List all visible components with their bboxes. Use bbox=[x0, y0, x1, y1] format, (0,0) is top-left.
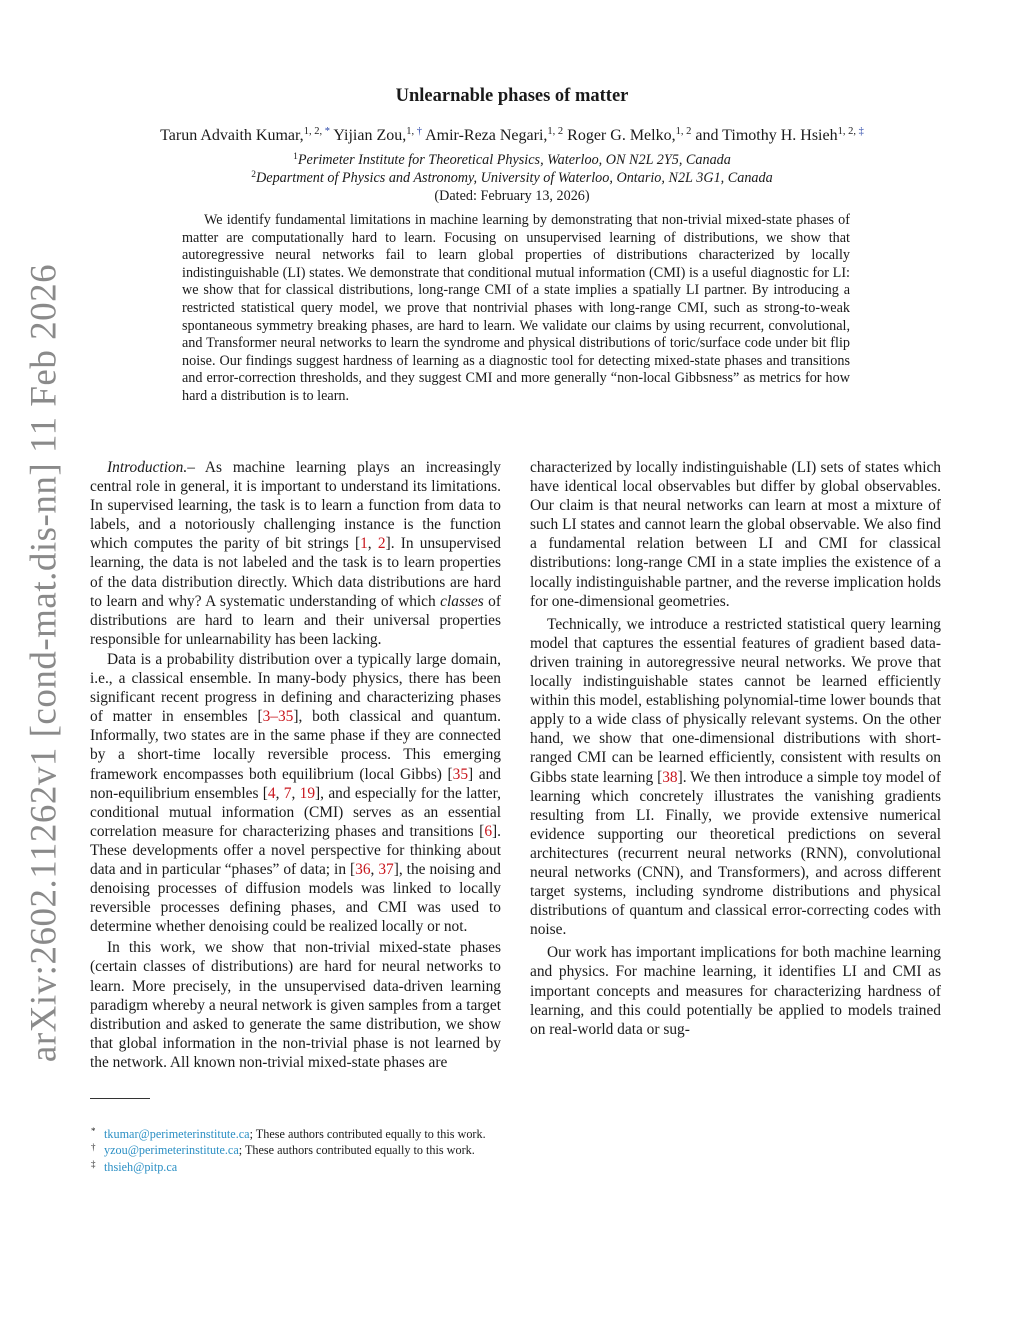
footnote-1: * tkumar@perimeterinstitute.ca; These authors contributed equally to this work. bbox=[91, 1126, 486, 1141]
arxiv-identifier-text: arXiv:2602.11262v1 [cond-mat.dis-nn] 11 Feb 2026 bbox=[23, 263, 65, 1063]
author-affil-marks: 1, 2 bbox=[547, 126, 564, 137]
paragraph-implications: Our work has important implications for both machine learning and physics. For machine learning, it identifies LI and CMI as important concepts and measures for characterizing hardness of learning, and this could potentially be applied to models trained on real-world data or sug- bbox=[530, 944, 941, 1038]
footnote-rule bbox=[90, 1098, 150, 1099]
citation-link[interactable]: 6 bbox=[484, 822, 493, 840]
citation-link[interactable]: 3–35 bbox=[262, 708, 294, 726]
email-link[interactable]: tkumar@perimeterinstitute.ca bbox=[104, 1127, 250, 1141]
affiliation-1: $^1$Perimeter Institute for Theoretical Physics, Waterloo, ON N2L 2Y5, Canada bbox=[293, 152, 731, 168]
author-name: Yijian Zou, bbox=[333, 127, 407, 144]
citation-link[interactable]: 37 bbox=[378, 860, 394, 878]
author-affil-marks: 1, 2, * bbox=[303, 126, 330, 137]
citation-link[interactable]: 19 bbox=[299, 784, 316, 802]
abstract bbox=[182, 212, 850, 406]
section-heading: Introduction.– bbox=[107, 459, 195, 476]
author-affil-marks: 1, 2 bbox=[675, 126, 692, 137]
author-name: Tarun Advaith Kumar, bbox=[160, 127, 304, 144]
author-affil-marks: 1, † bbox=[406, 126, 422, 137]
author-name: Amir-Reza Negari, bbox=[425, 127, 548, 144]
citation-link[interactable]: 1 bbox=[360, 535, 368, 553]
right-column bbox=[530, 458, 941, 1039]
author-affil-marks: 1, 2, ‡ bbox=[837, 126, 864, 137]
citation-link[interactable]: 7 bbox=[283, 784, 292, 802]
paragraph-technically: Technically, we introduce a restricted statistical query learning model that captures the essential features of gradient based data-driven training in autoregressive neural networks. We prove that locally indistinguishable states cannot be learned efficiently within this model, establishing polynomial-time lower bounds that apply to a wide class of physically relevant systems. On the other hand, we show that one-dimensional distributions with short-ranged CMI can be learned efficiently, consistent with results on Gibbs state learning [38]. We then introduce a simple toy model of learning which concretely illustrates the vanishing gradients resulting from LI. Finally, we provide extensive numerical evidence supporting our theoretical predictions on several architectures (recurrent neural networks (RNN), convolutional neural networks (CNN), and Transformers), and across different target systems, including syndrome distributions and physical distributions of quantum and classical error-correcting codes with noise. bbox=[530, 615, 941, 939]
footnotes bbox=[90, 1127, 501, 1176]
email-link[interactable]: yzou@perimeterinstitute.ca bbox=[104, 1143, 239, 1158]
affiliation-2: $^2$Department of Physics and Astronomy, University of Waterloo, Ontario, N2L 3G1, Canada bbox=[251, 170, 773, 186]
author-name: and Timothy H. Hsieh bbox=[695, 127, 838, 144]
email-link[interactable]: thsieh@pitp.ca bbox=[104, 1159, 178, 1174]
paper-title: Unlearnable phases of matter bbox=[395, 86, 629, 106]
footnote-2: † yzou@perimeterinstitute.ca; These authors contributed equally to this work. bbox=[91, 1142, 475, 1158]
paragraph-intro: Introduction.– As machine learning plays an increasingly central role in general, it is important to understand its limitations. In supervised learning, the task is to learn a function from data to labels, and a notoriously challenging instance is the function which computes the parity of bit strings [1, 2]. In unsupervised learning, the data is not labeled and the task is to learn properties of the data distribution directly. Which data distributions are hard to learn and why? A systematic understanding of which classes of distributions are hard to learn and their universal properties responsible for unlearnability has been lacking. bbox=[90, 459, 502, 648]
paragraph-data: Data is a probability distribution over a typically large domain, i.e., a classical ensemble. In many-body physics, there has been significant recent progress in defining and characterizing phases of matter in ensembles [3–35], both classical and quantum. Informally, two states are in the same phase if they are connected by a short-time locally reversible process. This emerging framework encompasses both equilibrium (local Gibbs) [35] and non-equilibrium ensembles [4, 7, 19], and especially for the latter, conditional mutual information (CMI) serves as an essential correlation measure for characterizing phases and transitions [6]. These developments offer a novel perspective for thinking about data and in particular “phases” of data; in [36, 37], the noising and denoising processes of diffusion models was linked to locally reversible processes defining phases, and CMI was used to determine whether denoising could be realized locally or not. bbox=[90, 650, 501, 936]
paragraph-this-work: In this work, we show that non-trivial mixed-state phases (certain classes of distributions) are hard for neural networks to learn. More precisely, in the unsupervised data-driven learning paradigm whereby a neural network is given samples from a target distribution and asked to generate the same distribution, we show that global information in the non-trivial phase is not learned by the network. All known non-trivial mixed-state phases are bbox=[90, 939, 501, 1071]
citation-link[interactable]: 35 bbox=[452, 765, 469, 783]
footnote-3: ‡ thsieh@pitp.ca bbox=[91, 1158, 178, 1174]
author-list bbox=[0, 127, 1024, 145]
author-name: Roger G. Melko, bbox=[567, 127, 676, 144]
citation-link[interactable]: 2 bbox=[377, 535, 386, 553]
left-column bbox=[90, 458, 501, 1072]
dated-line: (Dated: February 13, 2026) bbox=[434, 188, 590, 204]
citation-link[interactable]: 4 bbox=[267, 784, 276, 802]
abstract-text: We identify fundamental limitations in machine learning by demonstrating that non-trivial mixed-state phases of matter are computationally hard to learn. Focusing on unsupervised learning of distributions, we show that autoregressive neural networks fail to learn global properties of distributions characterized by locally indistinguishable (LI) states. We demonstrate that conditional mutual information (CMI) is a useful diagnostic for LI: we show that for classical distributions, long-range CMI of a state implies a spatially LI partner. By introducing a restricted statistical query model, we prove that nontrivial phases with long-range CMI, such as strong-to-weak spontaneous symmetry breaking phases, are hard to learn. We validate our claims by using recurrent, convolutional, and Transformer neural networks to learn the syndrome and physical distributions of toric/surface code under bit flip noise. Our findings suggest hardness of learning as a diagnostic tool for detecting mixed-state phases and transitions and error-correction thresholds, and they suggest CMI and more generally “non-local Gibbsness” as metrics for how hard a distribution is to learn. bbox=[182, 212, 850, 404]
paragraph-this-work-continued: characterized by locally indistinguishable (LI) sets of states which have identical local observables but differ by global observables. Our claim is that neural networks can learn at most a mixture of such LI states and cannot learn the global observable. We also find a fundamental relation between LI and CMI for classical distributions: long-range CMI in a state implies the existence of a locally indistinguishable partner, and the reverse implication holds for one-dimensional geometries. bbox=[530, 459, 941, 610]
citation-link[interactable]: 38 bbox=[662, 768, 678, 786]
citation-link[interactable]: 36 bbox=[355, 860, 371, 878]
